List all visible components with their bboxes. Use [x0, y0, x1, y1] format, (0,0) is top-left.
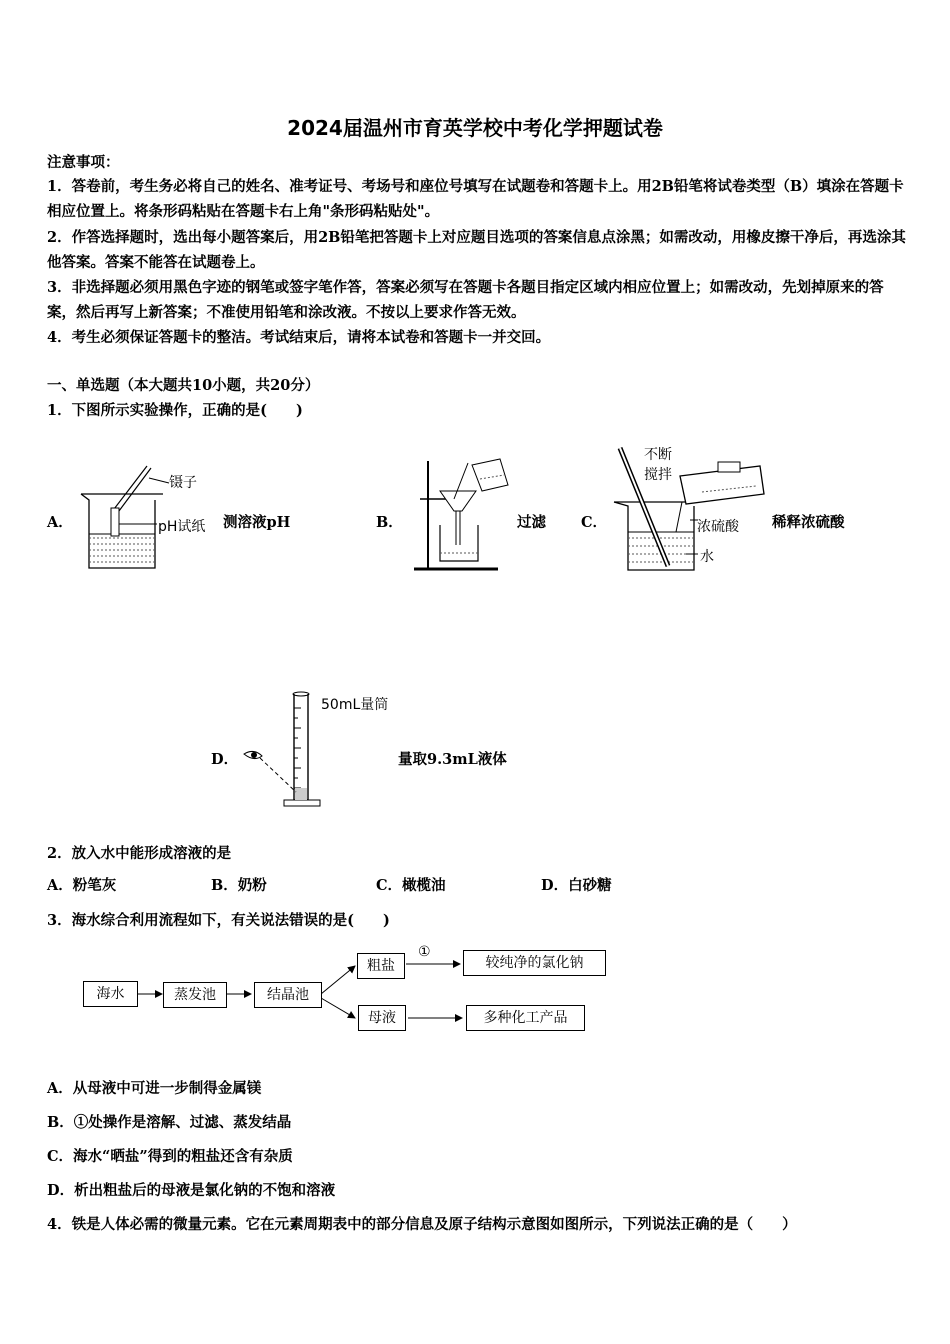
flow-pure-nacl: 较纯净的氯化钠 [463, 950, 606, 976]
q2-option-a: A．粉笔灰 [47, 877, 117, 894]
filtration-figure [410, 455, 520, 577]
stir-label-1: 不断 [644, 447, 672, 463]
flow-crystallization-pond: 结晶池 [254, 982, 322, 1008]
q2-option-d: D．白砂糖 [541, 877, 612, 894]
flow-evaporation-pond: 蒸发池 [163, 982, 227, 1008]
q3-option-a: A．从母液中可进一步制得金属镁 [47, 1080, 262, 1097]
flow-chemical-products: 多种化工产品 [466, 1005, 585, 1031]
notice-item-3: 3．非选择题必须用黑色字迹的钢笔或签字笔作答，答案必须写在答题卡各题目指定区域内相应位置上；如需改动，先划掉原来的答案，然后再写上新答案；不准使用铅笔和涂改液。不按以上要求作答无效。 [47, 279, 884, 321]
water-label: 水 [700, 549, 714, 565]
q2-stem: 2．放入水中能形成溶液的是 [47, 845, 232, 862]
conc-acid-label: 浓硫酸 [697, 519, 739, 535]
q3-option-c: C．海水“晒盐”得到的粗盐还含有杂质 [47, 1148, 293, 1165]
section-heading: 一、单选题（本大题共10小题，共20分） [47, 377, 320, 394]
flow-seawater: 海水 [83, 981, 138, 1007]
q1-option-b-caption: 过滤 [517, 514, 546, 531]
q1-option-a-label: A． [47, 514, 73, 531]
q3-option-b: B．①处操作是溶解、过滤、蒸发结晶 [47, 1114, 292, 1131]
notice-item-4: 4．考生必须保证答题卡的整洁。考试结束后，请将本试卷和答题卡一并交回。 [47, 329, 551, 346]
q1-stem: 1．下图所示实验操作，正确的是( ) [47, 402, 303, 419]
q1-option-d-caption: 量取9.3mL液体 [398, 751, 507, 768]
flow-crude-salt: 粗盐 [357, 953, 405, 979]
flow-step-1: ① [418, 944, 431, 960]
stir-label-2: 搅拌 [644, 467, 672, 483]
notice-heading: 注意事项： [47, 154, 120, 171]
tweezers-label: 镊子 [169, 475, 197, 491]
q1-option-c-label: C． [581, 514, 608, 531]
flow-mother-liquor: 母液 [358, 1005, 406, 1031]
q3-stem: 3．海水综合利用流程如下，有关说法错误的是( ) [47, 912, 390, 929]
page-title: 2024届温州市育英学校中考化学押题试卷 [287, 116, 663, 140]
ph-paper-label: pH试纸 [158, 519, 206, 535]
cylinder-label: 50mL量筒 [321, 697, 389, 713]
q1-option-a-caption: 测溶液pH [223, 514, 291, 531]
q1-option-b-label: B． [376, 514, 403, 531]
q1-option-c-caption: 稀释浓硫酸 [772, 514, 845, 531]
q2-option-c: C．橄榄油 [376, 877, 446, 894]
q4-stem: 4．铁是人体必需的微量元素。它在元素周期表中的部分信息及原子结构示意图如图所示，下列说法正确的是（ ） [47, 1216, 797, 1233]
q3-option-d: D．析出粗盐后的母液是氯化钠的不饱和溶液 [47, 1182, 336, 1199]
q1-option-d-label: D． [211, 751, 239, 768]
dilute-acid-figure [606, 440, 771, 578]
q2-option-b: B．奶粉 [211, 877, 267, 894]
notice-item-2: 2．作答选择题时，选出每小题答案后，用2B铅笔把答题卡上对应题目选项的答案信息点涂黑；如需改动，用橡皮擦干净后，再选涂其他答案。答案不能答在试题卷上。 [47, 229, 906, 271]
notice-item-1: 1．答卷前，考生务必将自己的姓名、准考证号、考场号和座位号填写在试题卷和答题卡上。用2B铅笔将试卷类型（B）填涂在答题卡相应位置上。将条形码粘贴在答题卡右上角"条形码粘贴处"。 [47, 178, 904, 220]
